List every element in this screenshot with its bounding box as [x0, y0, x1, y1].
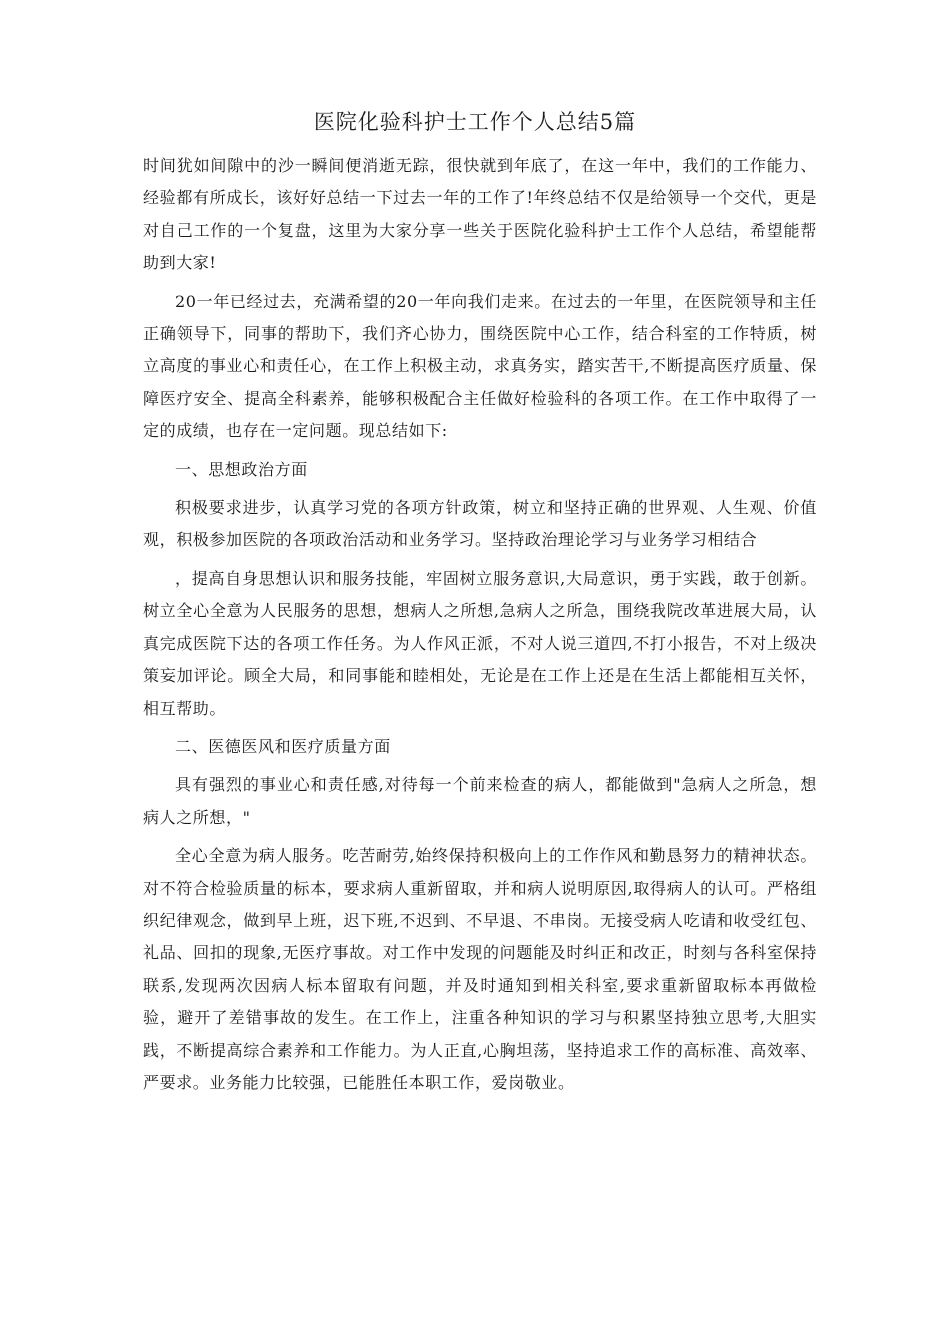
- document-title: 医院化验科护士工作个人总结5篇: [313, 110, 637, 134]
- section-heading-ethics: 二、医德医风和医疗质量方面: [175, 736, 391, 756]
- ethics-paragraph-1: 具有强烈的事业心和责任感,对待每一个前来检查的病人，都能做到"急病人之所急，想病人之所想，": [143, 775, 817, 827]
- political-paragraph-1: 积极要求进步，认真学习党的各项方针政策，树立和坚持正确的世界观、人生观、价值观，积极参加医院的各项政治活动和业务学习。坚持政治理论学习与业务学习相结合: [143, 498, 817, 550]
- document-body: [143, 150, 817, 1105]
- intro-paragraph: 时间犹如间隙中的沙一瞬间便消逝无踪，很快就到年底了，在这一年中，我们的工作能力、经验都有所成长，该好好总结一下过去一年的工作了!年终总结不仅是给领导一个交代，更是对自己工作的一个复盘，这里为大家分享一些关于医院化验科护士工作个人总结，希望能帮助到大家!: [143, 156, 817, 273]
- ethics-paragraph-2: 全心全意为病人服务。吃苦耐劳,始终保持积极向上的工作作风和勤恳努力的精神状态。对不符合检验质量的标本，要求病人重新留取，并和病人说明原因,取得病人的认可。严格组织纪律观念，做到早上班，迟下班,不迟到、不早退、不串岗。无接受病人吃请和收受红包、礼品、回扣的现象,无医疗事故。对工作中发现的问题能及时纠正和改正，时刻与各科室保持联系,发现两次因病人标本留取有问题，并及时通知到相关科室,要求重新留取标本再做检验，避开了差错事故的发生。在工作上，注重各种知识的学习与积累坚持独立思考,大胆实践，不断提高综合素养和工作能力。为人正直,心胸坦荡，坚持追求工作的高标准、高效率、严要求。业务能力比较强，已能胜任本职工作，爱岗敬业。: [143, 846, 817, 1092]
- overview-paragraph: 20一年已经过去，充满希望的20一年向我们走来。在过去的一年里，在医院领导和主任正确领导下，同事的帮助下，我们齐心协力，围绕医院中心工作，结合科室的工作特质，树立高度的事业心和责任心，在工作上积极主动，求真务实，踏实苦干,不断提高医疗质量、保障医疗安全、提高全科素养，能够积极配合主任做好检验科的各项工作。在工作中取得了一定的成绩，也存在一定问题。现总结如下:: [143, 291, 817, 441]
- section-heading-political: 一、思想政治方面: [175, 459, 308, 479]
- political-paragraph-2: ，提高自身思想认识和服务技能，牢固树立服务意识,大局意识，勇于实践，敢于创新。树立全心全意为人民服务的思想，想病人之所想,急病人之所急，围绕我院改革进展大局，认真完成医院下达的各项工作任务。为人作风正派，不对人说三道四,不打小报告，不对上级决策妄加评论。顾全大局，和同事能和睦相处，无论是在工作上还是在生活上都能相互关怀，相互帮助。: [143, 568, 817, 718]
